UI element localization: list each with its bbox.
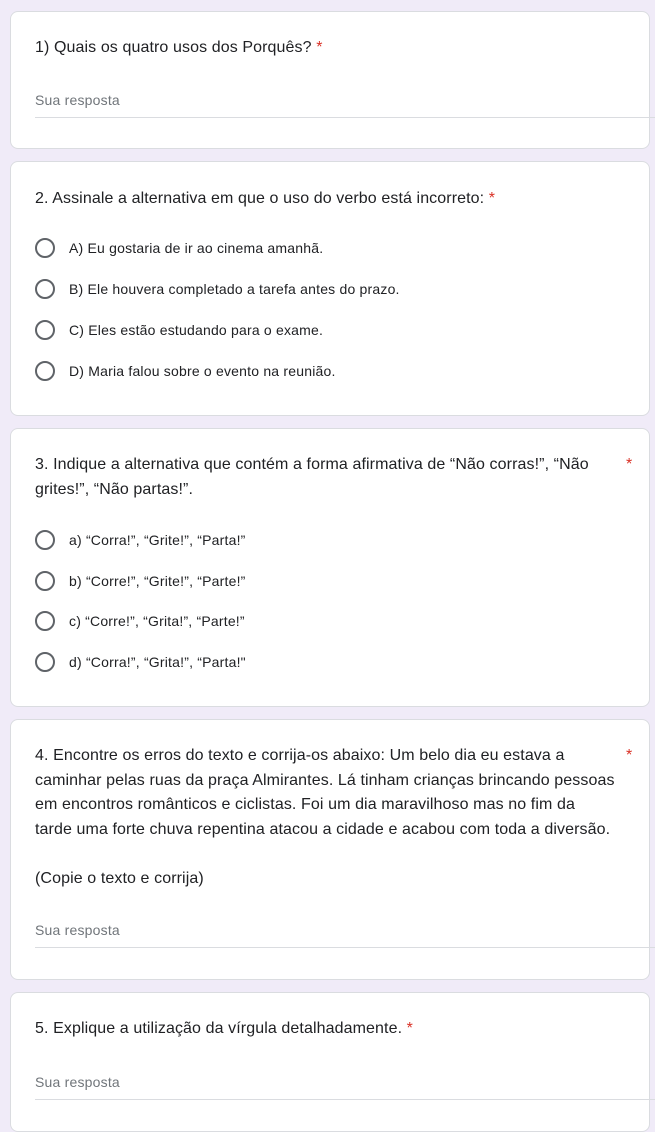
question-title-line: caminhar pelas ruas da praça Almirantes. Lá tinham crianças brincando pessoas	[35, 771, 615, 789]
answer-placeholder: Sua resposta	[35, 92, 120, 108]
question-title-line: em encontros românticos e ciclistas. Foi um dia maravilhoso mas no fim da	[35, 796, 575, 813]
option-label: b) “Corre!”, “Grite!”, “Parte!”	[69, 573, 246, 589]
question-title	[35, 1017, 413, 1042]
radio-button[interactable]	[35, 611, 55, 631]
question-card-4	[10, 719, 650, 980]
required-asterisk: *	[488, 190, 496, 207]
question-title-line: grites!”, “Não partas!”.	[35, 480, 194, 498]
question-title	[35, 744, 615, 842]
option-label: c) “Corre!”, “Grita!”, “Parte!”	[69, 613, 245, 629]
question-title-text: 5. Explique a utilização da vírgula detalhadamente.	[35, 1020, 403, 1037]
answer-placeholder: Sua resposta	[35, 922, 120, 938]
radio-option[interactable]	[35, 236, 323, 260]
question-note: (Copie o texto e corrija)	[35, 870, 204, 887]
short-answer-input[interactable]	[35, 916, 655, 948]
radio-option[interactable]	[35, 528, 246, 552]
radio-option[interactable]	[35, 318, 323, 342]
radio-button[interactable]	[35, 361, 55, 381]
radio-option[interactable]	[35, 650, 246, 674]
option-label: C) Eles estão estudando para o exame.	[69, 322, 324, 338]
option-label: B) Ele houvera completado a tarefa antes do prazo.	[69, 281, 400, 297]
radio-button[interactable]	[35, 279, 55, 299]
question-title-line: tarde uma forte chuva repentina atacou a cidade e acabou com toda a diversão.	[35, 820, 611, 838]
option-label: A) Eu gostaria de ir ao cinema amanhã.	[69, 240, 324, 256]
question-card-3	[10, 428, 650, 707]
question-title-text: 1) Quais os quatro usos dos Porquês?	[35, 39, 312, 56]
radio-button[interactable]	[35, 530, 55, 550]
radio-button[interactable]	[35, 571, 55, 591]
question-title-line: 3. Indique a alternativa que contém a forma afirmativa de “Não corras!”, “Não	[35, 456, 589, 473]
answer-placeholder: Sua resposta	[35, 1074, 120, 1090]
question-title-text: 2. Assinale a alternativa em que o uso do verbo está incorreto:	[35, 190, 485, 207]
question-card-5	[10, 992, 650, 1132]
radio-option[interactable]	[35, 609, 245, 633]
required-asterisk: *	[626, 747, 633, 764]
short-answer-input[interactable]	[35, 86, 655, 118]
question-card-2	[10, 161, 650, 416]
question-card-1	[10, 11, 650, 149]
question-title	[35, 36, 323, 61]
question-title-line: 4. Encontre os erros do texto e corrija-os abaixo: Um belo dia eu estava a	[35, 747, 565, 764]
required-asterisk: *	[316, 39, 323, 56]
option-label: d) “Corra!”, “Grita!”, “Parta!"	[69, 654, 246, 670]
required-asterisk: *	[626, 456, 633, 473]
radio-button[interactable]	[35, 652, 55, 672]
question-title	[35, 453, 589, 502]
short-answer-input[interactable]	[35, 1068, 655, 1100]
option-label: D) Maria falou sobre o evento na reunião.	[69, 363, 336, 379]
radio-option[interactable]	[35, 277, 400, 301]
radio-option[interactable]	[35, 569, 246, 593]
radio-button[interactable]	[35, 320, 55, 340]
radio-button[interactable]	[35, 238, 55, 258]
radio-option[interactable]	[35, 359, 336, 383]
required-asterisk: *	[406, 1020, 413, 1037]
question-title	[35, 187, 495, 212]
option-label: a) “Corra!”, “Grite!”, “Parta!”	[69, 532, 246, 548]
